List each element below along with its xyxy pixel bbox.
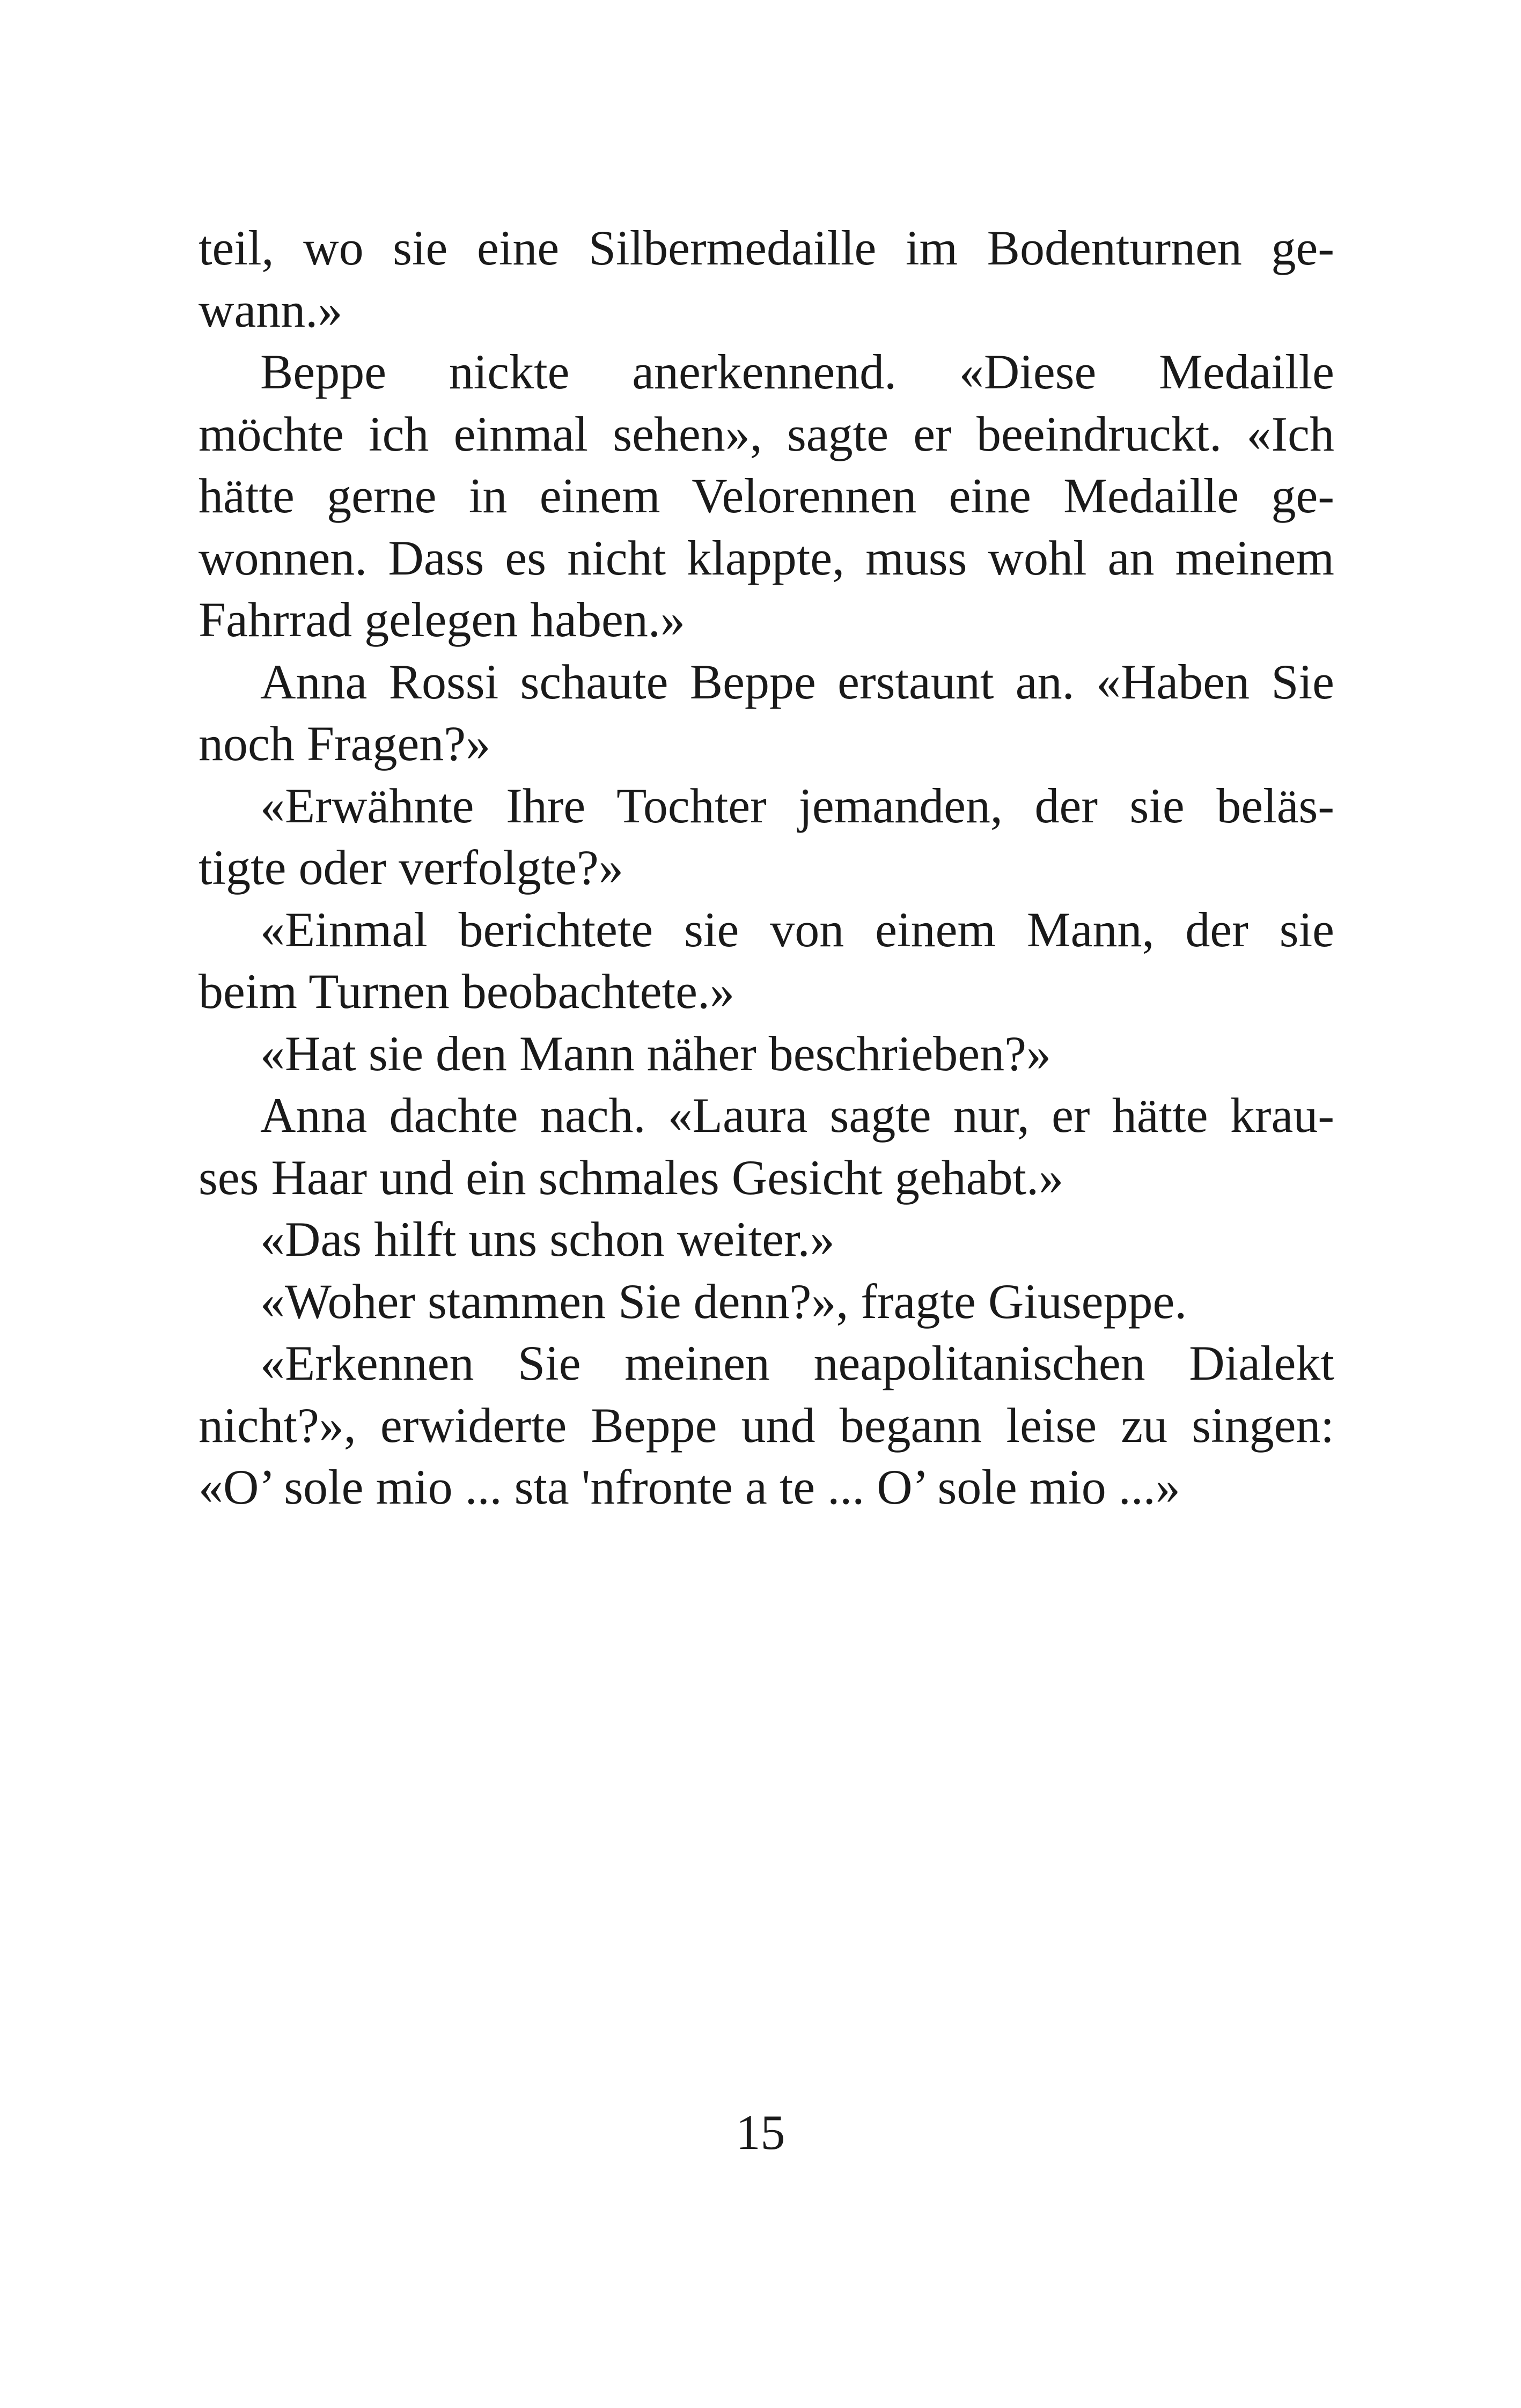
text-line: tigte oder verfolgte?» (199, 840, 623, 895)
text-line: «Hat sie den Mann näher beschrieben?» (260, 1026, 1051, 1081)
text-line: nicht?», erwiderte Beppe und begann leise zu singen: (199, 1397, 1334, 1453)
text-line: «Erwähnte Ihre Tochter jemanden, der sie beläs- (260, 778, 1334, 833)
page-number: 15 (736, 2105, 785, 2160)
text-line: «Erkennen Sie meinen neapolitanischen Dialekt (260, 1336, 1334, 1390)
body-text (199, 217, 1334, 1519)
text-line: Fahrrad gelegen haben.» (199, 592, 685, 647)
text-line: «Woher stammen Sie denn?», fragte Giuseppe. (260, 1273, 1187, 1329)
text-line: hätte gerne in einem Velorennen eine Medaille ge- (199, 468, 1334, 523)
text-line: «O’ sole mio ... sta 'nfronte a te ... O’ sole mio ...» (199, 1460, 1180, 1514)
text-line: teil, wo sie eine Silbermedaille im Bodenturnen ge- (199, 220, 1334, 275)
text-line: wann.» (199, 282, 343, 337)
text-line: «Einmal berichtete sie von einem Mann, der sie (260, 902, 1334, 957)
text-line: noch Fragen?» (199, 716, 491, 771)
text-line: ses Haar und ein schmales Gesicht gehabt.» (199, 1150, 1064, 1205)
text-line: «Das hilft uns schon weiter.» (260, 1212, 835, 1266)
text-line: Anna dachte nach. «Laura sagte nur, er hätte krau- (260, 1088, 1334, 1143)
text-line: wonnen. Dass es nicht klappte, muss wohl an meinem (199, 530, 1334, 585)
text-line: beim Turnen beobachtete.» (199, 964, 735, 1019)
text-line: Beppe nickte anerkennend. «Diese Medaille (260, 344, 1334, 399)
text-line: möchte ich einmal sehen», sagte er beeindruckt. «Ich (199, 406, 1334, 461)
text-line: Anna Rossi schaute Beppe erstaunt an. «Haben Sie (260, 654, 1334, 709)
